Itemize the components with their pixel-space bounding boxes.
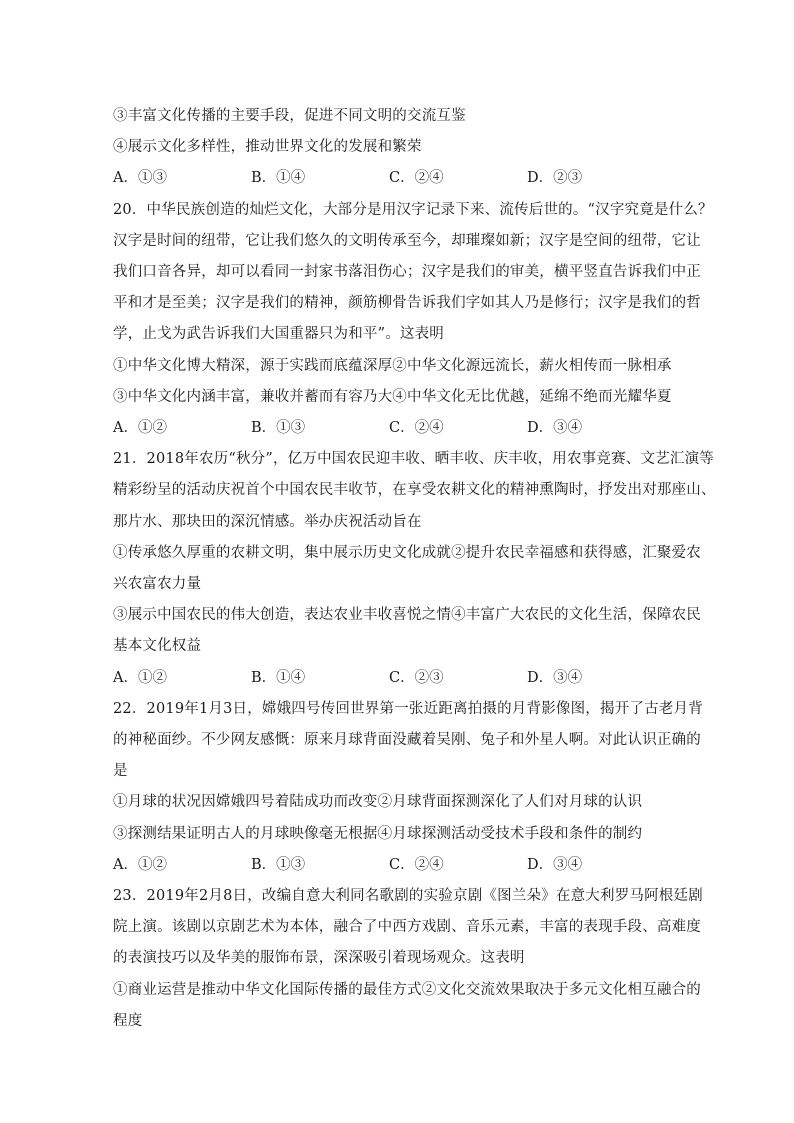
q21-item-line: 兴农富农力量 [113, 576, 202, 593]
q21-option-b: B．①④ [251, 669, 306, 686]
q23-stem-line: 的表演技巧以及华美的服饰布景，深深吸引着现场观众。这表明 [113, 950, 525, 967]
q22-option-a: A．①② [113, 856, 167, 873]
q22-option-b: B．①③ [251, 856, 306, 873]
q22-stem-line: 的神秘面纱。不少网友感慨：原来月球背面没藏着吴刚、兔子和外星人啊。对此认识正确的 [113, 732, 701, 749]
q19-option-b: B．①④ [251, 170, 306, 187]
q21-option-d: D．③④ [527, 669, 583, 686]
q19-option-a: A．①③ [113, 170, 167, 187]
q20-options [113, 413, 684, 444]
q21-options [113, 663, 684, 694]
q20-option-a: A．①② [113, 420, 167, 437]
q19-item-3: ③丰富文化传播的主要手段，促进不同文明的交流互鉴 [113, 108, 466, 124]
q21-option-c: C．②③ [389, 669, 444, 686]
q23-stem-line: 23．2019年2月8日，改编自意大利同名歌剧的实验京剧《图兰朵》在意大利罗马阿根廷剧 [113, 888, 703, 905]
q22-item-line: ①月球的状况因嫦娥四号着陆成功而改变②月球背面探测深化了人们对月球的认识 [113, 794, 643, 811]
q23-stem-line: 院上演。该剧以京剧艺术为本体，融合了中西方戏剧、音乐元素，丰富的表现手段、高难度 [113, 919, 701, 936]
q22-stem-line: 是 [113, 763, 128, 780]
q20-stem-line: 学，止戈为武告诉我们大国重器只为和平”。这表明 [113, 326, 445, 343]
q21-stem-line: 精彩纷呈的活动庆祝首个中国农民丰收节，在享受农耕文化的精神熏陶时，抒发出对那座山、 [113, 482, 716, 499]
q19-option-d: D．②③ [527, 170, 583, 187]
q19-item-4: ④展示文化多样性，推动世界文化的发展和繁荣 [113, 139, 422, 156]
q20-option-c: C．②④ [389, 420, 444, 437]
q19-options [113, 163, 684, 194]
q20-item-line: ③中华文化内涵丰富，兼收并蓄而有容乃大④中华文化无比优越，延绵不绝而光耀华夏 [113, 388, 672, 405]
q20-option-b: B．①③ [251, 420, 306, 437]
q22-option-c: C．②④ [389, 856, 444, 873]
q22-option-d: D．③④ [527, 856, 583, 873]
q21-stem-line: 21．2018年农历“秋分”，亿万中国农民迎丰收、晒丰收、庆丰收，用农事竞赛、文艺汇演等 [113, 451, 714, 468]
q22-item-line: ③探测结果证明古人的月球映像毫无根据④月球探测活动受技术手段和条件的制约 [113, 825, 643, 842]
q22-options [113, 850, 684, 881]
q21-item-line: 基本文化权益 [113, 638, 202, 655]
q20-option-d: D．③④ [527, 420, 583, 437]
q19-option-c: C．②④ [389, 170, 444, 187]
q21-item-line: ①传承悠久厚重的农耕文明，集中展示历史文化成就②提升农民幸福感和获得感，汇聚爱农 [113, 544, 701, 561]
q20-stem-line: 汉字是时间的纽带，它让我们悠久的文明传承至今，却璀璨如新；汉字是空间的纽带，它让 [113, 232, 701, 249]
q21-option-a: A．①② [113, 669, 167, 686]
q20-stem-line: 我们口音各异，却可以看同一封家书落泪伤心；汉字是我们的审美，横平竖直告诉我们中正 [113, 264, 701, 281]
q20-item-line: ①中华文化博大精深，源于实践而底蕴深厚②中华文化源远流长，薪火相传而一脉相承 [113, 357, 672, 374]
q22-stem-line: 22．2019年1月3日，嫦娥四号传回世界第一张近距离拍摄的月背影像图，揭开了古老月背 [113, 700, 703, 717]
q21-item-line: ③展示中国农民的伟大创造，表达农业丰收喜悦之情④丰富广大农民的文化生活，保障农民 [113, 607, 701, 624]
q21-stem-line: 那片水、那块田的深沉情感。举办庆祝活动旨在 [113, 513, 422, 530]
q20-stem-line: 20．中华民族创造的灿烂文化，大部分是用汉字记录下来、流传后世的。“汉字究竟是什么？ [113, 201, 713, 218]
q23-item-line: ①商业运营是推动中华文化国际传播的最佳方式②文化交流效果取决于多元文化相互融合的 [113, 981, 701, 998]
q23-item-line: 程度 [113, 1012, 143, 1029]
q20-stem-line: 平和才是至美；汉字是我们的精神，颜筋柳骨告诉我们字如其人乃是修行；汉字是我们的哲 [113, 295, 701, 312]
